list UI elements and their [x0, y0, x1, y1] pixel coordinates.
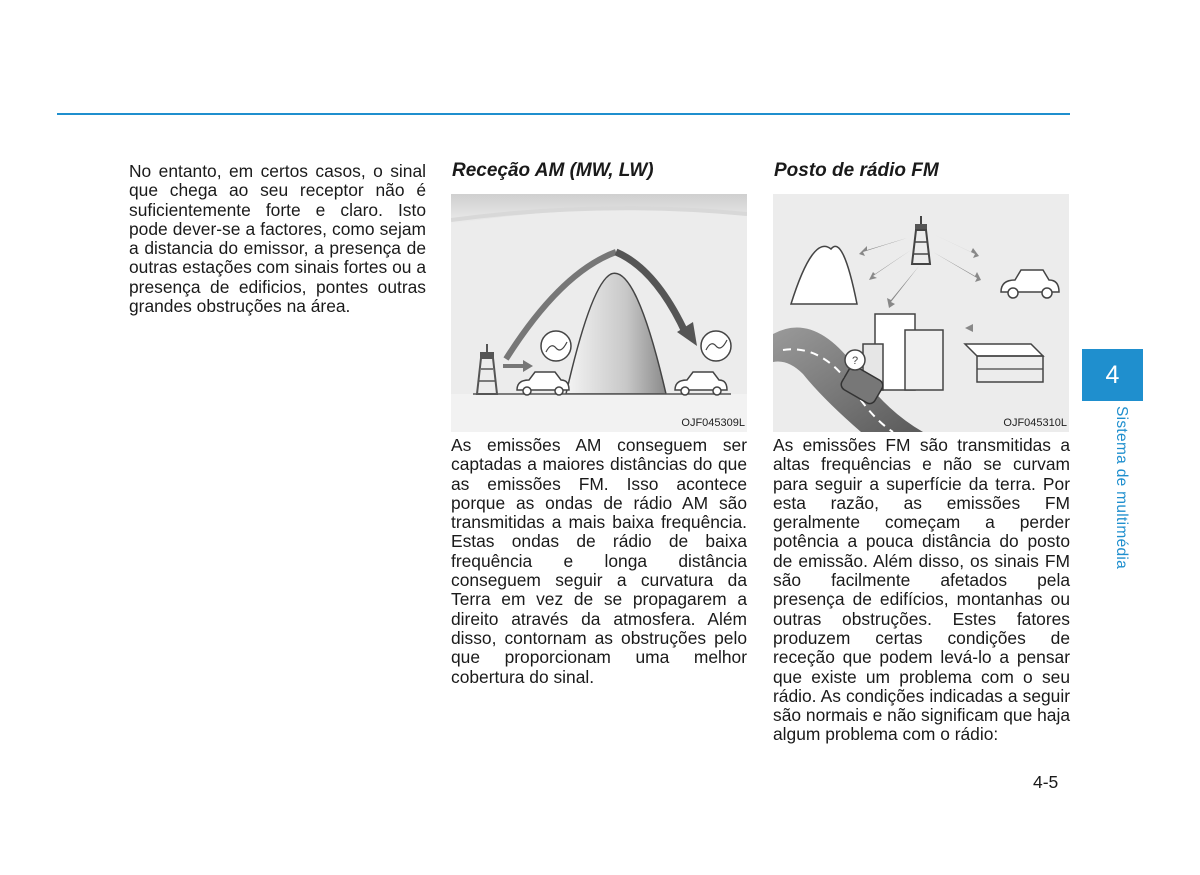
chapter-number-tab: 4	[1082, 349, 1143, 401]
am-reception-heading: Receção AM (MW, LW)	[452, 160, 654, 181]
speech-bubble-icon	[541, 331, 571, 361]
mountain-icon	[791, 246, 857, 304]
fm-station-illustration	[773, 194, 1069, 432]
car-icon	[1001, 270, 1059, 298]
fm-paragraph: As emissões FM são transmitidas a altas frequências e não se curvam para seguir a superfície da terra. Por esta razão, as emissões FM geralmente começam a perder potência a pouca distância do posto de emissão. Além disso, os sinais FM são facilmente afetados pela presença de edifícios, montanhas ou outras obstruções. Estes fatores produzem certas condições de receção que podem levá-lo a pensar que existe um problema com o seu rádio. As condições indicadas a seguir são normais e não significam que haja algum problema com o rádio:	[773, 435, 1070, 745]
figure-code: OJF045309L	[681, 417, 745, 429]
radio-tower-icon	[912, 216, 930, 264]
intro-paragraph: No entanto, em certos casos, o sinal que chega ao seu receptor não é suficientemente forte e claro. Isto pode dever-se a factores, como sejam a distancia do emissor, a presença de outras estações com sinais fortes ou a presença de edificios, pontes outras grandes obstruções na área.	[129, 161, 426, 317]
header-rule	[57, 113, 1070, 115]
am-paragraph: As emissões AM conseguem ser captadas a maiores distâncias do que as emissões FM. Isso acontece porque as ondas de rádio AM são transmitidas a mais baixa frequência. Estas ondas de rádio de baixa frequência e longa distância conseguem seguir a curvatura da Terra em vez de se propagarem a direito através da atmosfera. Além disso, contornam as obstruções pelo que proporcionam uma melhor cobertura do sinal.	[451, 435, 747, 687]
question-bubble-icon	[845, 350, 865, 370]
chapter-title: Sistema de multimédia	[1113, 406, 1130, 570]
fm-station-heading: Posto de rádio FM	[774, 160, 939, 181]
speech-bubble-icon	[701, 331, 731, 361]
am-reception-illustration	[451, 194, 747, 432]
car-icon	[675, 372, 727, 395]
svg-text:?: ?	[852, 355, 859, 367]
bridge-icon	[965, 344, 1043, 382]
car-icon	[517, 372, 569, 395]
am-diagram	[451, 194, 747, 432]
page-number: 4-5	[1033, 772, 1059, 792]
radio-tower-icon	[477, 344, 497, 394]
figure-code: OJF045310L	[1003, 417, 1067, 429]
fm-diagram	[773, 194, 1069, 432]
